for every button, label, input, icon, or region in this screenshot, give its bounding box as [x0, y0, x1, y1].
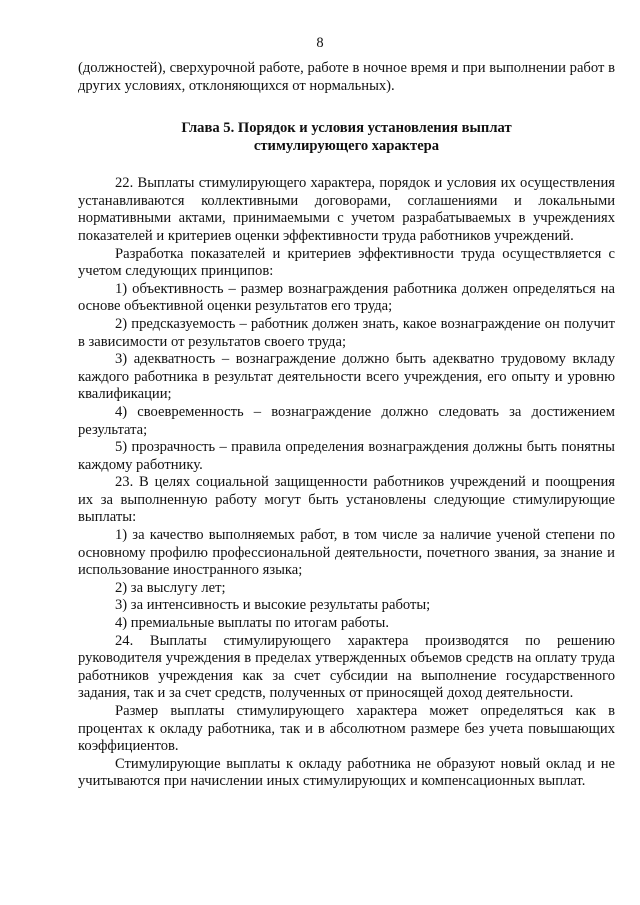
paragraph-22: 22. Выплаты стимулирующего характера, порядок и условия их осуществления устанавливаются коллективными договорами, соглашениями и локальными нормативными актами, принимаемыми с учетом разрабатываемых в учреждениях показателей и критериев оценки эффективности труда работников учреждений. [78, 175, 615, 244]
paragraph-salary-note: Стимулирующие выплаты к окладу работника не образуют новый оклад и не учитываются при начислении иных стимулирующих и компенсационных выплат. [78, 755, 615, 790]
principle-adequacy: 3) адекватность – вознаграждение должно быть адекватно трудовому вкладу каждого работника в результат деятельности всего учреждения, его опыту и уровню квалификации; [78, 351, 615, 403]
principle-timeliness: 4) своевременность – вознаграждение должно следовать за достижением результата; [78, 403, 615, 438]
chapter-heading [78, 119, 615, 155]
continuation-paragraph: (должностей), сверхурочной работе, работе в ночное время и при выполнении работ в других условиях, отклоняющихся от нормальных). [78, 60, 615, 94]
paragraph-23: 23. В целях социальной защищенности работников учреждений и поощрения их за выполненную работу могут быть установлены следующие стимулирующие выплаты: [78, 474, 615, 526]
paragraph-payment-size: Размер выплаты стимулирующего характера может определяться как в процентах к окладу работника, так и в абсолютном размере без учета повышающих коэффициентов. [78, 703, 615, 755]
payment-quality: 1) за качество выполняемых работ, в том числе за наличие ученой степени по основному профилю профессиональной деятельности, почетного звания, за знание и использование иностранного языка; [78, 527, 615, 579]
document-body [78, 60, 615, 791]
paragraph-criteria-intro: Разработка показателей и критериев эффективности труда осуществляется с учетом следующих принципов: [78, 245, 615, 280]
principle-objectivity: 1) объективность – размер вознаграждения работника должен определяться на основе объективной оценки результатов его труда; [78, 280, 615, 315]
principle-transparency: 5) прозрачность – правила определения вознаграждения должны быть понятны каждому работнику. [78, 439, 615, 473]
chapter-title-line-2: стимулирующего характера [253, 138, 440, 155]
principle-predictability: 2) предсказуемость – работник должен знать, какое вознаграждение он получит в зависимости от результатов своего труда; [78, 315, 615, 350]
page-number: 8 [316, 35, 324, 51]
payment-seniority: 2) за выслугу лет; [115, 579, 226, 596]
payment-bonus: 4) премиальные выплаты по итогам работы. [115, 615, 389, 632]
paragraph-24: 24. Выплаты стимулирующего характера производятся по решению руководителя учреждения в пределах утвержденных объемов средств на оплату труда работников учреждения как за счет субсидии на выполнение государственного задания, так и за счет средств, полученных от приносящей доход деятельности. [78, 632, 615, 702]
payment-intensity: 3) за интенсивность и высокие результаты работы; [115, 597, 431, 614]
chapter-title-line-1: Глава 5. Порядок и условия установления выплат [181, 120, 512, 137]
